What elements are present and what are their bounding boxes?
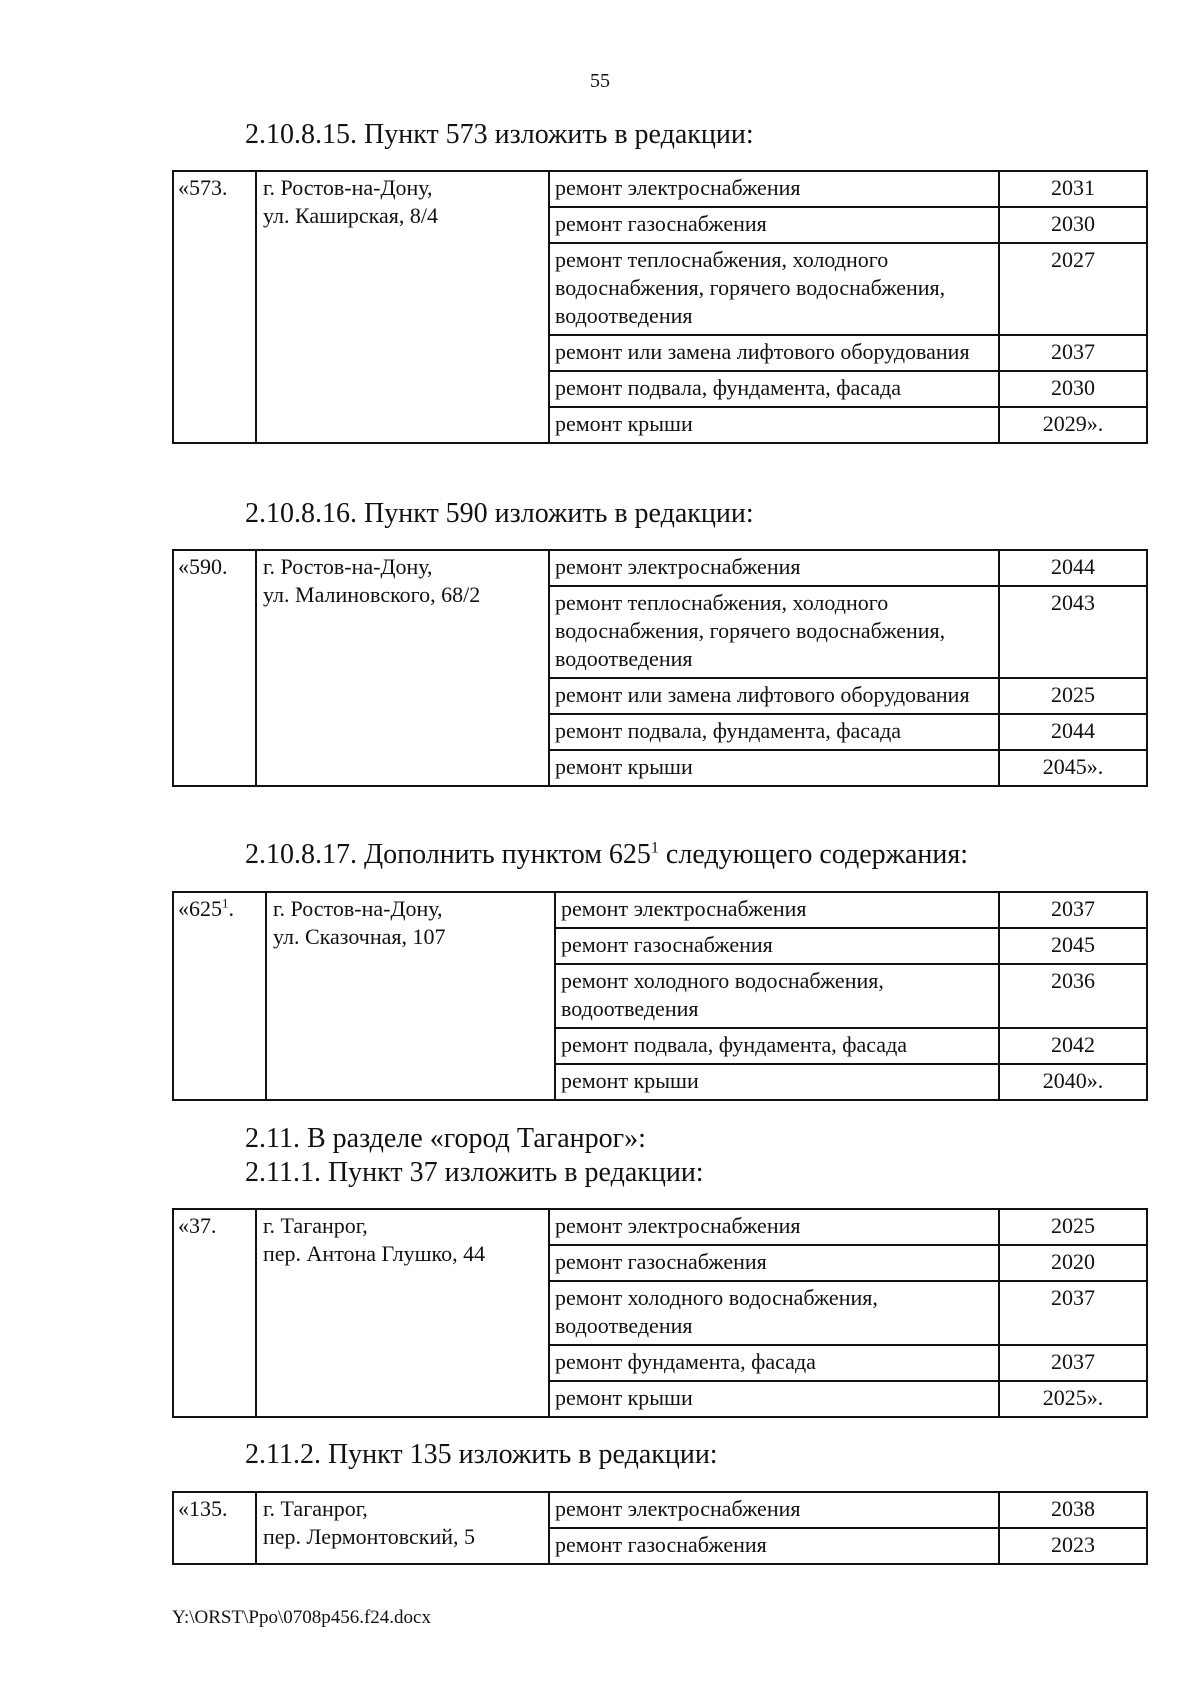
section-heading: 2.10.8.16. Пункт 590 изложить в редакции: [245,498,754,529]
work-year: 2042 [999,1028,1147,1064]
address-street: пер. Лермонтовский, 5 [263,1524,476,1549]
work-year: 2031 [999,171,1147,207]
item-number-superscript: 1 [222,895,229,911]
work-type: ремонт крыши [549,407,999,443]
work-year: 2044 [999,714,1147,750]
repair-table-37 [172,1208,1148,1418]
table-row [173,892,1147,928]
work-type: ремонт электроснабжения [549,550,999,586]
address-cell [256,171,549,443]
work-type: ремонт крыши [549,750,999,786]
work-year: 2036 [999,964,1147,1028]
work-year: 2037 [999,892,1147,928]
page-number: 55 [590,70,610,92]
work-year: 2037 [999,1345,1147,1381]
work-type: ремонт газоснабжения [549,1528,999,1564]
work-year: 2025 [999,678,1147,714]
work-year: 2023 [999,1528,1147,1564]
address-city: г. Таганрог, [263,1496,368,1521]
work-type: ремонт электроснабжения [549,171,999,207]
heading-text: 2.10.8.17. Дополнить пунктом 625 [245,839,651,870]
work-type: ремонт электроснабжения [549,1209,999,1245]
work-type: ремонт подвала, фундамента, фасада [549,371,999,407]
file-path-footer: Y:\ORST\Ppo\0708p456.f24.docx [172,1607,431,1628]
work-type: ремонт или замена лифтового оборудования [549,335,999,371]
address-street: ул. Сказочная, 107 [273,924,446,949]
work-year: 2020 [999,1245,1147,1281]
work-type: ремонт газоснабжения [549,207,999,243]
section-heading [245,838,968,872]
section-heading: 2.11.1. Пункт 37 изложить в редакции: [245,1157,704,1188]
repair-table-573 [172,170,1148,444]
table-row [173,1209,1147,1245]
section-heading: 2.11. В разделе «город Таганрог»: [245,1123,646,1154]
item-number-dot: . [228,896,234,921]
address-cell [266,892,555,1100]
work-type: ремонт подвала, фундамента, фасада [555,1028,999,1064]
work-type: ремонт теплоснабжения, холодного водоснабжения, горячего водоснабжения, водоотведения [549,586,999,678]
work-year: 2043 [999,586,1147,678]
work-year: 2030 [999,371,1147,407]
table-row [173,550,1147,586]
table-row [173,171,1147,207]
work-year: 2045 [999,928,1147,964]
work-year: 2045». [999,750,1147,786]
work-year: 2025». [999,1381,1147,1417]
work-type: ремонт холодного водоснабжения, водоотведения [549,1281,999,1345]
address-cell [256,1492,549,1564]
address-street: ул. Малиновского, 68/2 [263,582,481,607]
work-year: 2029». [999,407,1147,443]
work-year: 2044 [999,550,1147,586]
address-street: пер. Антона Глушко, 44 [263,1241,486,1266]
item-number: «573. [173,171,256,443]
work-year: 2037 [999,1281,1147,1345]
work-type: ремонт подвала, фундамента, фасада [549,714,999,750]
repair-table-625-1 [172,891,1148,1101]
repair-table-590 [172,549,1148,787]
item-number: «590. [173,550,256,786]
work-year: 2027 [999,243,1147,335]
item-number: «135. [173,1492,256,1564]
work-type: ремонт холодного водоснабжения, водоотведения [555,964,999,1028]
work-year: 2037 [999,335,1147,371]
work-type: ремонт крыши [555,1064,999,1100]
address-street: ул. Каширская, 8/4 [263,203,438,228]
work-type: ремонт газоснабжения [555,928,999,964]
heading-superscript: 1 [650,839,659,857]
work-type: ремонт крыши [549,1381,999,1417]
work-year: 2030 [999,207,1147,243]
address-cell [256,1209,549,1417]
heading-text: следующего содержания: [658,839,969,870]
work-year: 2040». [999,1064,1147,1100]
work-type: ремонт электроснабжения [555,892,999,928]
work-type: ремонт или замена лифтового оборудования [549,678,999,714]
address-city: г. Таганрог, [263,1213,368,1238]
work-type: ремонт газоснабжения [549,1245,999,1281]
address-city: г. Ростов-на-Дону, [263,175,433,200]
section-heading: 2.10.8.15. Пункт 573 изложить в редакции: [245,119,754,150]
work-type: ремонт электроснабжения [549,1492,999,1528]
section-heading: 2.11.2. Пункт 135 изложить в редакции: [245,1439,718,1470]
item-number: «37. [173,1209,256,1417]
table-row [173,1492,1147,1528]
address-city: г. Ростов-на-Дону, [273,896,443,921]
work-year: 2038 [999,1492,1147,1528]
address-cell [256,550,549,786]
work-type: ремонт теплоснабжения, холодного водоснабжения, горячего водоснабжения, водоотведения [549,243,999,335]
address-city: г. Ростов-на-Дону, [263,554,433,579]
item-number [173,892,266,1100]
item-number-text: «625 [178,896,222,921]
repair-table-135 [172,1491,1148,1565]
work-type: ремонт фундамента, фасада [549,1345,999,1381]
work-year: 2025 [999,1209,1147,1245]
